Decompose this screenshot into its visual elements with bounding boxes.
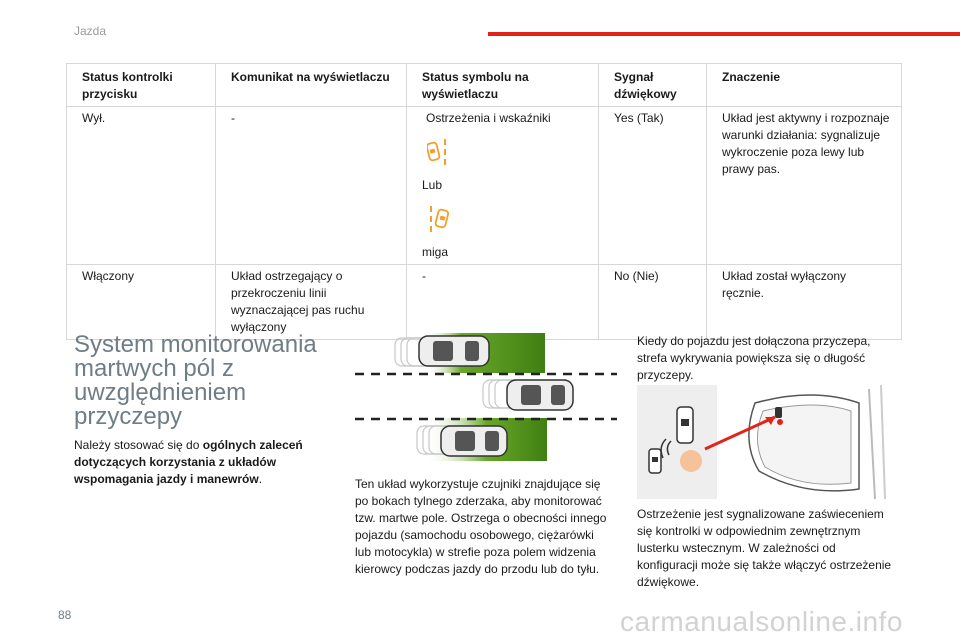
intro-suffix: . [258,472,263,486]
car-icon [419,336,489,366]
middle-paragraph: Ten układ wykorzystuje czujniki znajdujące się po bokach tylnego zderzaka, aby monitorować tzw. martwe pole. Ostrzega o obecności innego pojazdu (samochodu osobowego, ciężarówki lub motocykla) w strefie poza polem widzenia kierowcy podczas jazdy do przodu lub do tyłu. [355,477,607,576]
side-mirror-icon [749,385,885,499]
intro-prefix: Należy stosować się do [74,438,203,452]
symbol-title: Ostrzeżenia i wskaźniki [426,111,551,125]
message-cell: Układ ostrzegający o przekroczeniu linii wyznaczającej pas ruchu wyłączony [216,265,407,340]
table-row [67,107,902,265]
page-header-title: Jazda [74,24,107,38]
blind-spot-diagram [355,330,617,470]
lane-departure-right-icon [427,204,449,236]
sound-cell: Yes (Tak) [599,107,707,265]
symbol-cell [407,107,599,265]
header-accent-bar [488,32,960,36]
status-cell: Wył. [67,107,216,265]
symbol-or-label: Lub [422,178,443,192]
dashboard-panel [637,385,717,499]
section-intro [74,437,309,488]
symbol-blink-label: miga [422,245,449,259]
status-cell: Włączony [67,265,216,340]
table-header-cell: Komunikat na wyświetlaczu [216,64,407,107]
section-title: System monitorowania martwych pól z uwzględnieniem przyczepy [74,331,317,430]
page-number: 88 [58,608,72,622]
table-header-cell: Status kontrolki przycisku [67,64,216,107]
warning-light-icon [680,450,702,472]
table-header-cell: Znaczenie [707,64,902,107]
table-header-cell: Sygnał dźwiękowy [599,64,707,107]
sound-cell: No (Nie) [599,265,707,340]
table-header-row [67,64,902,107]
meaning-cell: Układ jest aktywny i rozpoznaje warunki działania: sygnalizuje wykroczenie poza lewy lub prawy pas. [707,107,902,265]
mirror-warning-illustration [637,385,887,499]
lane-departure-left-icon [427,137,449,169]
intro-bold-link-text: ogólnych zaleceń dotyczących korzystania z układów wspomagania jazdy i manewrów [74,438,303,486]
status-table [66,63,902,340]
car-icon [507,380,573,410]
message-cell: - [216,107,407,265]
right-paragraph-2: Ostrzeżenie jest sygnalizowane zaświeceniem się kontrolki w odpowiednim zewnętrznym lusterku wstecznym. W zależności od konfiguracji może się także włączyć ostrzeżenie dźwiękowe. [637,507,892,589]
table-header-cell: Status symbolu na wyświetlaczu [407,64,599,107]
table-row [67,265,902,340]
watermark: carmanualsonline.info [620,606,903,637]
car-icon [441,426,507,456]
symbol-cell: - [407,265,599,340]
right-paragraph-1: Kiedy do pojazdu jest dołączona przyczepa, strefa wykrywania powiększa się o długość przyczepy. [637,334,871,382]
meaning-cell: Układ został wyłączony ręcznie. [707,265,902,340]
